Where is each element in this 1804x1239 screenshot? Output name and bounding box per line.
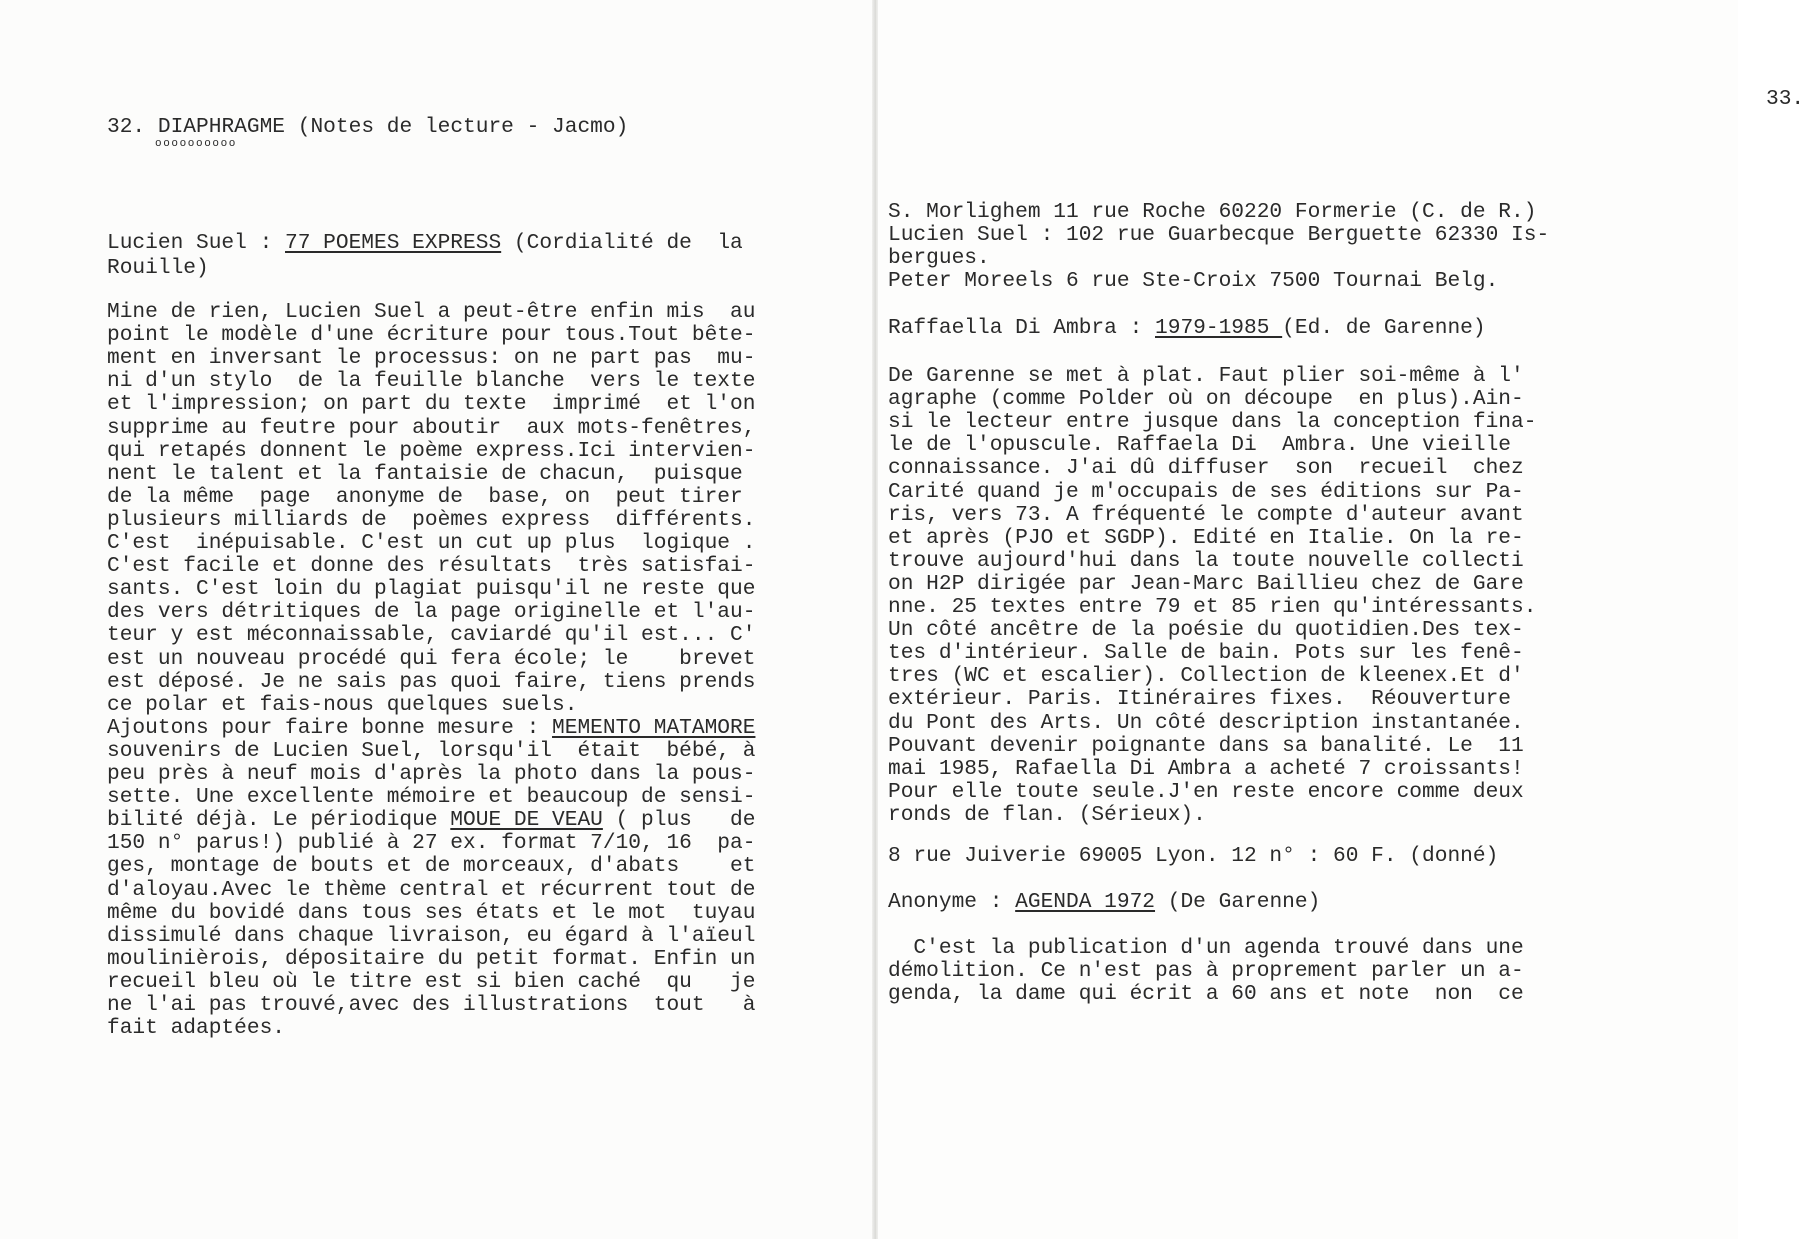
body-line-text: ges, montage de bouts et de morceaux, d'abats et <box>107 854 756 879</box>
body-line-text: C'est la publication d'un agenda trouvé dans une <box>888 936 1524 960</box>
body-line <box>107 901 755 926</box>
heading-number: 32. <box>107 115 146 139</box>
body-line-text: du Pont des Arts. Un côté description instantanée. <box>888 710 1524 735</box>
body-line-text: genda, la dame qui écrit a 60 ans et note non ce <box>888 982 1524 1007</box>
body-line-text: même du bovidé dans tous ses états et le mot tuyau <box>107 900 756 925</box>
body-line <box>888 549 1524 574</box>
body-line <box>107 854 755 879</box>
body-line <box>107 600 755 625</box>
heading-underline-marks: oooooooooo <box>155 138 238 150</box>
body-line <box>107 577 755 602</box>
body-line-text: fait adaptées. <box>107 1016 286 1041</box>
body-line-text: on H2P dirigée par Jean-Marc Baillieu chez de Gare <box>888 571 1524 596</box>
body-line-text: est déposé. Je ne sais pas quoi faire, tiens prends <box>107 669 756 694</box>
body-line <box>107 554 755 579</box>
article-heading <box>107 115 628 140</box>
body-line-text: de la même page anonyme de base, on peut tirer <box>107 484 743 509</box>
body-line-text: extérieur. Paris. Itinéraires fixes. Réouverture <box>888 687 1512 712</box>
body-line-text: C'est inépuisable. C'est un cut up plus logique . <box>107 531 756 555</box>
body-line-text: nne. 25 textes entre 79 et 85 rien qu'intéressants. <box>888 595 1537 619</box>
moue-suffix: ( plus de <box>602 808 756 833</box>
body-line-text: recueil bleu où le titre est si bien caché qu je <box>107 969 756 994</box>
body-line <box>888 572 1524 597</box>
body-line <box>107 531 755 556</box>
right-page <box>878 0 1804 1239</box>
body-line-text: sants. C'est loin du plagiat puisqu'il ne reste que <box>107 577 756 602</box>
heading-title: DIAPHRAGME <box>157 115 286 139</box>
moue-prefix: bilité déjà. Le périodique <box>107 808 451 833</box>
body-line-text: ce polar et fais-nous quelques suels. <box>107 692 578 717</box>
memento-title: MEMENTO MATAMORE <box>552 715 756 740</box>
body-line-text: et après (PJO et SGDP). Edité en Italie. On la re- <box>888 525 1524 550</box>
body-line <box>888 982 1524 1007</box>
body-line-text: C'est facile et donne des résultats très satisfai- <box>107 554 756 579</box>
body-line-text: est un nouveau procédé qui fera école; le brevet <box>107 646 756 671</box>
body-line-text: des vers détritiques de la page originelle et l'au- <box>107 600 756 625</box>
address2-line <box>888 844 1498 869</box>
body-line <box>107 670 755 695</box>
body-line <box>888 641 1524 666</box>
body-line <box>107 416 755 441</box>
body-line <box>888 711 1524 736</box>
body-line <box>107 993 755 1018</box>
body-line <box>107 647 755 672</box>
address-text: Peter Moreels 6 rue Ste-Croix 7500 Tournai Belg. <box>888 269 1499 294</box>
body-line <box>107 369 755 394</box>
body-line <box>888 433 1511 458</box>
body-line-text: ment en inversant le processus: on ne part pas mu- <box>107 346 756 371</box>
body-line <box>888 780 1524 805</box>
body-line-text: le de l'opuscule. Raffaela Di Ambra. Une vieille <box>888 433 1512 458</box>
body-line-text: Carité quand je m'occupais de ses éditions sur Pa- <box>888 479 1524 504</box>
body-line-text: d'aloyau.Avec le thème central et récurrent tout de <box>107 877 756 902</box>
address-line <box>888 200 1536 225</box>
body-line-text: Pour elle toute seule.J'en reste encore comme deux <box>888 779 1524 804</box>
body-line-text: tes d'intérieur. Salle de bain. Pots sur les fenê- <box>888 641 1524 666</box>
review2-author: Raffaella Di Ambra : <box>888 316 1156 340</box>
body-line <box>888 387 1524 412</box>
review3-publisher: (De Garenne) <box>1155 890 1321 914</box>
body-line <box>888 618 1524 643</box>
body-line-text: ris, vers 73. A fréquenté le compte d'auteur avant <box>888 502 1524 527</box>
body-line-text: connaissance. J'ai dû diffuser son recueil chez <box>888 456 1524 481</box>
body-line-text: Mine de rien, Lucien Suel a peut-être enfin mis au <box>107 300 756 324</box>
body-line-text: De Garenne se met à plat. Faut plier soi-même à l' <box>888 364 1524 388</box>
body-line <box>107 947 755 972</box>
review2-book-title: 1979-1985 <box>1155 316 1283 340</box>
body-line <box>107 785 755 810</box>
body-line-text: Un côté ancêtre de la poésie du quotidien.Des tex- <box>888 618 1524 643</box>
body-line <box>888 364 1524 389</box>
body-line <box>107 924 755 949</box>
body-line-text: plusieurs milliards de poèmes express différents. <box>107 507 756 532</box>
review-publisher-cont: Rouille) <box>107 256 209 280</box>
body-line-text: supprime au feutre pour aboutir aux mots-fenêtres, <box>107 415 756 440</box>
body-line-text: démolition. Ce n'est pas à proprement parler un a- <box>888 959 1524 984</box>
body-line-text: point le modèle d'une écriture pour tous.Tout bête- <box>107 323 756 348</box>
address-line <box>888 269 1498 294</box>
body-line <box>888 734 1524 759</box>
body-line <box>888 526 1524 551</box>
body-line-text: tres (WC et escalier). Collection de kleenex.Et d' <box>888 664 1524 689</box>
body-line-text: moulinièrois, dépositaire du petit format. Enfin un <box>107 946 756 971</box>
body-line <box>107 623 755 648</box>
left-page <box>0 0 874 1239</box>
body-line-text: si le lecteur entre jusque dans la conception fina- <box>888 410 1537 435</box>
body-line-text: sette. Une excellente mémoire et beaucoup de sensi- <box>107 785 756 810</box>
body-line <box>107 485 743 510</box>
body-line-text: dissimulé dans chaque livraison, eu égard à l'aïeul <box>107 923 756 948</box>
review2-heading <box>888 316 1486 341</box>
body-line <box>107 392 755 417</box>
body-line-text: ni d'un stylo de la feuille blanche vers le texte <box>107 369 756 394</box>
body-line <box>107 693 577 718</box>
body-line <box>888 410 1536 435</box>
review-book-title: 77 POEMES EXPRESS <box>285 231 502 255</box>
body-line <box>888 757 1524 782</box>
address-text: Lucien Suel : 102 rue Guarbecque Berguette 62330 Is- <box>888 223 1550 248</box>
body-line <box>107 439 755 464</box>
address-line <box>888 246 990 271</box>
body-line <box>888 595 1536 620</box>
body-line-text: 150 n° parus!) publié à 27 ex. format 7/10, 16 pa- <box>107 831 756 856</box>
review-author: Lucien Suel : <box>107 231 286 255</box>
body-line-text: agraphe (comme Polder où on découpe en plus).Ain- <box>888 387 1524 412</box>
body-line <box>107 508 755 533</box>
heading-subtitle: (Notes de lecture - Jacmo) <box>285 115 629 139</box>
address-text: bergues. <box>888 246 990 271</box>
review-heading <box>107 231 743 256</box>
body-line <box>888 687 1511 712</box>
body-line-text: et l'impression; on part du texte imprimé et l'on <box>107 392 756 417</box>
body-line <box>888 503 1524 528</box>
body-line <box>107 762 755 787</box>
body-line-text: ne l'ai pas trouvé,avec des illustrations tout à <box>107 993 756 1017</box>
body-line <box>107 970 755 995</box>
page-number: 33. <box>1766 87 1804 111</box>
body-line-text: souvenirs de Lucien Suel, lorsqu'il était bébé, à <box>107 738 756 763</box>
review3-book-title: AGENDA 1972 <box>1015 890 1156 914</box>
body-line <box>888 456 1524 481</box>
body-line-text: trouve aujourd'hui dans la toute nouvelle collecti <box>888 548 1524 573</box>
body-line <box>107 831 755 856</box>
address2-text: 8 rue Juiverie 69005 Lyon. 12 n° : 60 F. (donné) <box>888 844 1499 868</box>
body-line <box>888 936 1524 961</box>
body-line-text: Pouvant devenir poignante dans sa banalité. Le 11 <box>888 733 1524 758</box>
body-line-text: ronds de flan. (Sérieux). <box>888 802 1206 827</box>
address-line <box>888 223 1549 248</box>
body-line <box>888 664 1524 689</box>
body-line-text: nent le talent et la fantaisie de chacun, puisque <box>107 461 743 486</box>
memento-prefix: Ajoutons pour faire bonne mesure : <box>107 715 553 740</box>
body-line <box>107 300 755 325</box>
review3-author: Anonyme : <box>888 890 1016 914</box>
address-text: S. Morlighem 11 rue Roche 60220 Formerie (C. de R.) <box>888 200 1537 224</box>
review-publisher: (Cordialité de la <box>501 231 743 255</box>
body-line <box>107 1016 285 1041</box>
review3-heading <box>888 890 1320 915</box>
body-line <box>888 959 1524 984</box>
review2-publisher: (Ed. de Garenne) <box>1282 316 1486 340</box>
body-line-text: teur y est méconnaissable, caviardé qu'il est... C' <box>107 623 756 648</box>
moue-title: MOUE DE VEAU <box>450 808 603 833</box>
moue-line <box>107 808 755 833</box>
body-line <box>107 739 755 764</box>
body-line <box>107 323 755 348</box>
body-line-text: mai 1985, Rafaella Di Ambra a acheté 7 croissants! <box>888 756 1524 781</box>
body-line <box>888 803 1206 828</box>
memento-line <box>107 716 755 741</box>
body-line-text: qui retapés donnent le poème express.Ici intervien- <box>107 438 756 463</box>
body-line-text: peu près à neuf mois d'après la photo dans la pous- <box>107 762 756 786</box>
body-line <box>107 346 755 371</box>
body-line <box>107 462 743 487</box>
body-line <box>107 878 755 903</box>
body-line <box>888 480 1524 505</box>
